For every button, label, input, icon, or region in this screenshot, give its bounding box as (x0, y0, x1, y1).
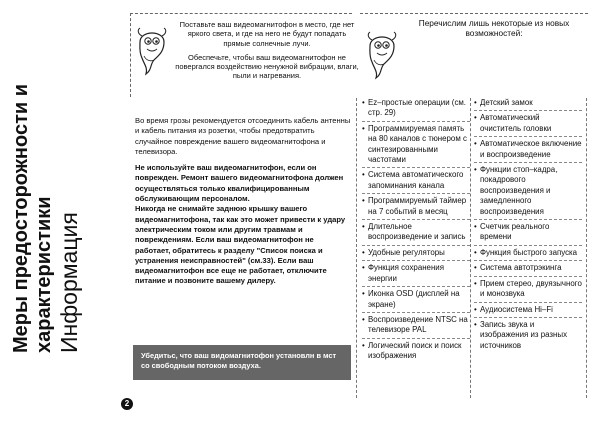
feature-item: • Программируемый таймер на 7 событий в месяц (362, 196, 470, 220)
side-title (10, 8, 115, 403)
cover-warning: Никогда не снимайте заднюю крышку вашего видеомагнитофона, так как это может привести к удару электрическим током или другим травмам и повреждениям. Если ваш видеомагнитофон не работает, обратитесь к разделу "Список поиска и устранения неисправностей" (см.33). Если ваш видеомагнитофон все еще не работает, отключите питание и позвоните вашему дилеру. (135, 204, 346, 286)
feature-item: • Прием стерео, двуязычного и монозвука (474, 279, 582, 303)
ventilation-note: Убедитьс, что ваш видомагнитофон установлн в мст со свободным потоком воздуха. (133, 345, 351, 380)
features-list-1 (362, 98, 470, 366)
feature-item: • Система автотрэкинга (474, 263, 582, 276)
title-line-1: Меры предосторожности и (10, 83, 32, 353)
notice-paragraph: Поставьте ваш видеомагнитофон в место, где нет яркого света, и где на него не будут попадать прямые солнечные лучи. (179, 20, 355, 48)
feature-item: • Автоматический очиститель головки (474, 113, 582, 137)
feature-item: • Логический поиск и поиск изображения (362, 341, 470, 364)
feature-item: • Длительное воспроизведение и запись (362, 222, 470, 246)
mascot-icon (136, 24, 168, 76)
notice-paragraph: Обеспечьте, чтобы ваш видеомагнитофон не повергался воздействию ненужной вибрации, влаги, пыли и нагревания. (175, 52, 359, 81)
mascot-icon (366, 28, 398, 80)
safety-warnings (135, 116, 351, 287)
column-divider (586, 98, 587, 398)
feature-item: • Функция быстрого запуска (474, 248, 582, 261)
page-number: 2 (121, 398, 133, 410)
feature-item: • Воспроизведение NTSC на телевизоре PAL (362, 315, 470, 339)
feature-item: • Система автоматического запоминания канала (362, 170, 470, 194)
feature-item: • Программируемая память на 80 каналов с тюнером с синтезированными частотами (362, 124, 470, 169)
feature-item: • Функции стоп–кадра, покадрового воспроизведения и замедленного воспроизведения (474, 165, 582, 220)
title-line-3: Информация (56, 212, 82, 353)
column-divider (356, 98, 357, 398)
storm-warning: Во время грозы рекомендуется отсоединить кабель антенны и кабель питания из розетки, чтобы предотвратить случайное повреждение вашего видеомагнитофона и телевизора. (135, 116, 351, 156)
feature-item: • Счетчик реального времени (474, 222, 582, 246)
column-divider (470, 98, 471, 398)
placement-notice (174, 20, 360, 81)
feature-item: • Запись звука и изображения из разных источников (474, 320, 582, 353)
feature-item: • Детский замок (474, 98, 582, 111)
features-intro: Перечислим лишь некоторые из новых возможностей: (418, 18, 570, 38)
damage-warning: Не используйте ваш видеомагнитофон, если он поврежден. Ремонт вашего видеомагнитофона должен осуществляться только квалифицированным обслуживающим персоналом. (135, 163, 344, 204)
feature-item: • Аудиосистема Hi–Fi (474, 305, 582, 318)
feature-item: • Функция сохранения энергии (362, 263, 470, 287)
feature-item: • Автоматическое включение и воспроизведение (474, 139, 582, 163)
feature-item: • Иконка OSD (дисплей на экране) (362, 289, 470, 313)
title-line-2: характеристики (33, 196, 55, 353)
feature-item: • Ez–простые операции (см. стр. 29) (362, 98, 470, 122)
features-list-2 (474, 98, 582, 355)
feature-item: • Удобные регуляторы (362, 248, 470, 261)
